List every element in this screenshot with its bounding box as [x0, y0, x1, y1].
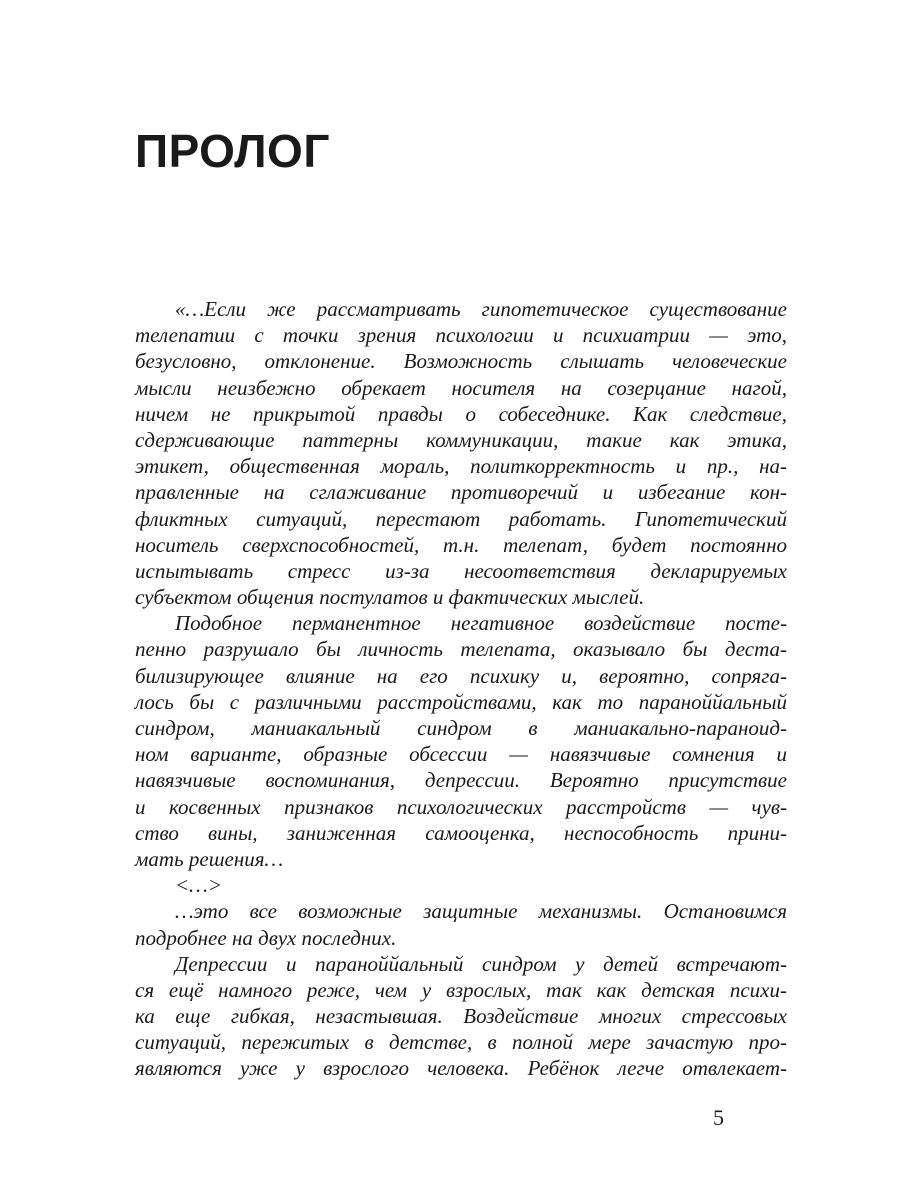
text-line: пенно разрушало бы личность телепата, оказывало бы деста-: [135, 637, 787, 662]
text-line: подробнее на двух последних.: [135, 925, 397, 950]
text-line: фликтных ситуаций, перестают работать. Гипотетический: [135, 506, 787, 531]
chapter-title: ПРОЛОГ: [135, 125, 330, 177]
text-line: лось бы с различными расстройствами, как то параноййальный: [135, 689, 787, 714]
text-line: сдерживающие паттерны коммуникации, такие как этика,: [135, 427, 787, 452]
text-line: этикет, общественная мораль, политкорректность и пр., на-: [135, 454, 787, 479]
text-line: ка еще гибкая, незастывшая. Воздействие многих стрессовых: [135, 1004, 787, 1029]
page-number: 5: [713, 1105, 724, 1130]
text-line: и косвенных признаков психологических расстройств — чув-: [135, 794, 787, 819]
text-line: …это все возможные защитные механизмы. Остановимся: [175, 899, 787, 924]
text-line: ничем не прикрытой правды о собеседнике. Как следствие,: [135, 401, 787, 426]
text-line: безусловно, отклонение. Возможность слышать человеческие: [135, 349, 787, 374]
text-line: ситуаций, пережитых в детстве, в полной мере зачастую про-: [135, 1030, 787, 1055]
text-line: мысли неизбежно обрекает носителя на созерцание нагой,: [135, 375, 787, 400]
text-line: правленные на сглаживание противоречий и избегание кон-: [135, 480, 787, 505]
body-text: [135, 296, 787, 1082]
text-line: <…>: [175, 873, 223, 898]
text-line: ном варианте, образные обсессии — навязчивые сомнения и: [135, 742, 787, 767]
text-line: «…Если же рассматривать гипотетическое существование: [175, 297, 787, 321]
text-line: синдром, маниакальный синдром в маниакально-параноид-: [135, 716, 787, 740]
text-line: ство вины, заниженная самооценка, неспособность прини-: [135, 820, 787, 845]
text-line: ся ещё намного реже, чем у взрослых, так как детская психи-: [135, 977, 787, 1002]
text-line: Подобное перманентное негативное воздействие посте-: [175, 611, 787, 636]
text-line: субъектом общения постулатов и фактических мыслей.: [135, 585, 645, 610]
text-line: испытывать стресс из-за несоответствия декларируемых: [135, 558, 787, 583]
text-line: телепатии с точки зрения психологии и психиатрии — это,: [135, 323, 787, 348]
text-line: навязчивые воспоминания, депрессии. Вероятно присутствие: [135, 768, 787, 793]
text-line: мать решения…: [135, 846, 284, 871]
text-line: Депрессии и параноййальный синдром у детей встречают-: [175, 951, 787, 976]
text-line: носитель сверхспособностей, т.н. телепат, будет постоянно: [135, 532, 787, 557]
text-line: являются уже у взрослого человека. Ребёнок легче отвлекает-: [135, 1056, 787, 1081]
text-line: билизирующее влияние на его психику и, вероятно, сопряга-: [135, 663, 787, 688]
